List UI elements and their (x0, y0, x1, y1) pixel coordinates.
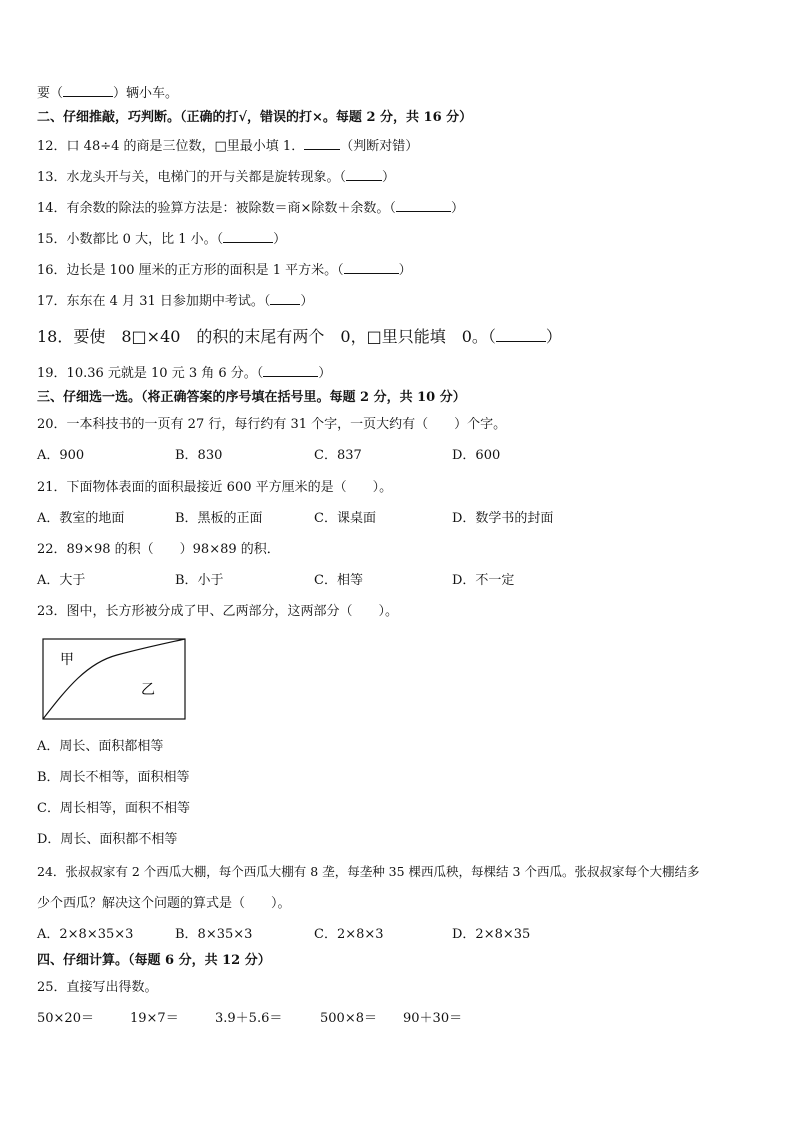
answer-blank[interactable] (496, 329, 546, 342)
question-18-text: 18．要使 8□×40 的积的末尾有两个 0，□里只能填 0。（ (37, 327, 496, 346)
section-2-title: 二、仔细推敲，巧判断。（正确的打√，错误的打×。每题 2 分，共 16 分） (37, 110, 473, 125)
calc-expression: 19×7＝ (130, 1011, 179, 1026)
calc-expression: 500×8＝ (320, 1011, 377, 1026)
question-23-option-b[interactable]: B．周长不相等，面积相等 (37, 770, 190, 785)
question-16-text: 16．边长是 100 厘米的正方形的面积是 1 平方米。（ (37, 263, 344, 278)
question-24-option-c[interactable]: C．2×8×3 (314, 927, 384, 942)
calc-expression: 3.9＋5.6＝ (215, 1011, 283, 1026)
question-21-option-a[interactable]: A．教室的地面 (37, 511, 125, 526)
section-4-title: 四、仔细计算。（每题 6 分，共 12 分） (37, 953, 271, 968)
question-21-option-b[interactable]: B．黑板的正面 (175, 511, 263, 526)
calc-expression: 50×20＝ (37, 1011, 94, 1026)
question-17-suffix: ） (300, 294, 314, 309)
question-16-suffix: ） (398, 263, 412, 278)
question-24-option-a[interactable]: A．2×8×35×3 (37, 927, 134, 942)
question-19 (37, 364, 331, 382)
question-12-text: 12．口 48÷4 的商是三位数，□里最小填 1． (37, 139, 305, 154)
dividing-curve (43, 639, 185, 719)
question-24-option-b[interactable]: B．8×35×3 (175, 927, 253, 942)
question-13-suffix: ） (382, 170, 396, 185)
question-23-option-c[interactable]: C．周长相等，面积不相等 (37, 801, 190, 816)
question-22-option-c[interactable]: C．相等 (314, 573, 363, 588)
answer-blank[interactable] (346, 168, 382, 181)
question-21-option-d[interactable]: D．数学书的封面 (452, 511, 554, 526)
question-21-text: 21．下面物体表面的面积最接近 600 平方厘米的是（ ）。 (37, 480, 393, 495)
question-20-text: 20．一本科技书的一页有 27 行，每行约有 31 个字，一页大约有（ ）个字。 (37, 417, 507, 432)
continuation-line (37, 84, 178, 102)
question-22-option-b[interactable]: B．小于 (175, 573, 224, 588)
question-23-option-d[interactable]: D．周长、面积都不相等 (37, 832, 178, 847)
answer-blank[interactable] (304, 137, 340, 150)
question-20-option-c[interactable]: C．837 (314, 448, 362, 463)
question-22-text: 22．89×98 的积（ ）98×89 的积． (37, 542, 280, 557)
region-label-yi: 乙 (141, 682, 155, 698)
question-19-text: 19．10.36 元就是 10 元 3 角 6 分。（ (37, 366, 264, 381)
answer-blank[interactable] (263, 364, 318, 377)
calc-expression: 90＋30＝ (403, 1011, 463, 1026)
answer-blank[interactable] (223, 230, 273, 243)
rectangle-outline (43, 639, 185, 719)
rectangle-diagram (42, 638, 188, 722)
question-24-line-1: 24．张叔叔家有 2 个西瓜大棚，每个西瓜大棚有 8 垄，每垄种 35 棵西瓜秧，每棵结 3 个西瓜。张叔叔家每个大棚结多 (37, 864, 700, 879)
continuation-prefix: 要（ (37, 86, 64, 101)
question-17 (37, 292, 313, 310)
question-14-suffix: ） (450, 201, 464, 216)
question-17-text: 17．东东在 4 月 31 日参加期中考试。（ (37, 294, 271, 309)
answer-blank[interactable] (396, 199, 451, 212)
question-18 (37, 327, 562, 347)
answer-blank[interactable] (344, 261, 399, 274)
question-15-suffix: ） (273, 232, 287, 247)
continuation-suffix: ）辆小车。 (113, 86, 179, 101)
question-19-suffix: ） (318, 366, 332, 381)
question-12-suffix: （判断对错） (340, 139, 419, 154)
answer-blank[interactable] (270, 292, 300, 305)
question-20-option-a[interactable]: A．900 (37, 448, 85, 463)
question-15-text: 15．小数都比 0 大，比 1 小。（ (37, 232, 224, 247)
question-12 (37, 137, 418, 155)
question-14 (37, 199, 464, 217)
question-22-option-d[interactable]: D．不一定 (452, 573, 515, 588)
question-21-option-c[interactable]: C．课桌面 (314, 511, 376, 526)
question-24-line-2: 少个西瓜？解决这个问题的算式是（ ）。 (37, 896, 291, 911)
question-25-text: 25．直接写出得数。 (37, 980, 158, 995)
question-13-text: 13．水龙头开与关，电梯门的开与关都是旋转现象。（ (37, 170, 347, 185)
question-24-option-d[interactable]: D．2×8×35 (452, 927, 531, 942)
answer-blank[interactable] (63, 84, 113, 97)
question-16 (37, 261, 412, 279)
question-15 (37, 230, 286, 248)
question-14-text: 14．有余数的除法的验算方法是：被除数＝商×除数＋余数。（ (37, 201, 396, 216)
question-13 (37, 168, 395, 186)
section-3-title: 三、仔细选一选。（将正确答案的序号填在括号里。每题 2 分，共 10 分） (37, 390, 466, 405)
question-18-suffix: ） (545, 327, 562, 346)
question-20-option-b[interactable]: B．830 (175, 448, 223, 463)
question-20-option-d[interactable]: D．600 (452, 448, 501, 463)
question-23-option-a[interactable]: A．周长、面积都相等 (37, 739, 164, 754)
question-23-text: 23．图中，长方形被分成了甲、乙两部分，这两部分（ ）。 (37, 604, 399, 619)
region-label-jia: 甲 (60, 652, 74, 668)
question-22-option-a[interactable]: A．大于 (37, 573, 86, 588)
